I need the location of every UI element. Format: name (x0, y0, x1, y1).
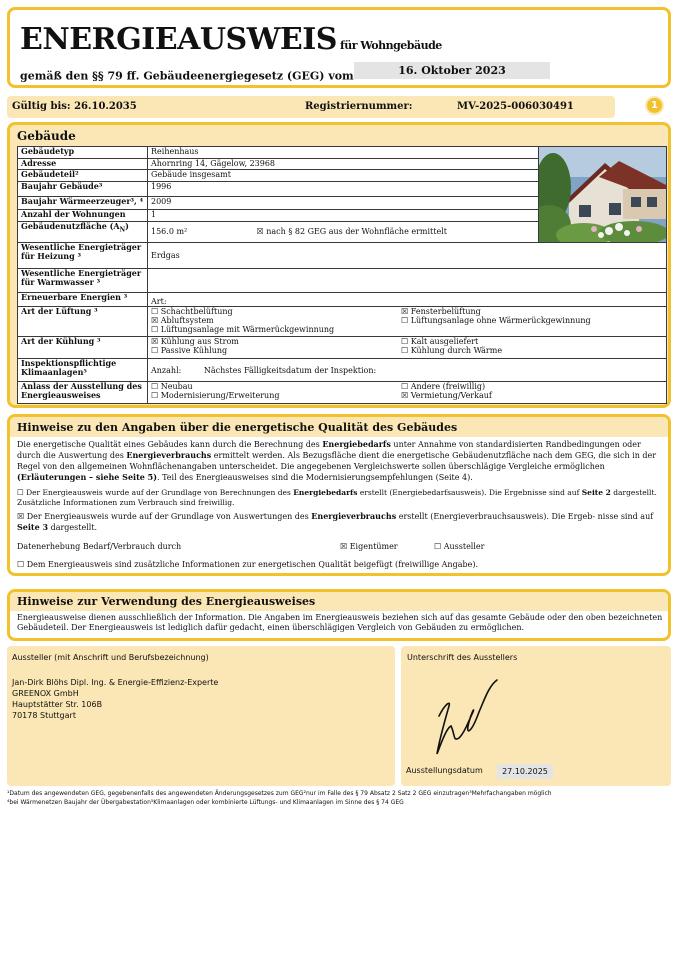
label-gebaeudeteil: Gebäudeteil² (18, 170, 148, 182)
document-title: ENERGIEAUSWEIS für Wohngebäude (20, 22, 442, 57)
survey-owner-checkbox: ☒ Eigentümer (340, 542, 398, 551)
gesetz-date: 16. Oktober 2023 (354, 62, 550, 79)
label-gebaeudetyp: Gebäudetyp (18, 147, 148, 159)
value-energietraeger-heizung: Erdgas (148, 243, 667, 269)
label-nutzflaeche: Gebäudenutzfläche $(A_N)$ (18, 221, 148, 242)
checkbox-modernisierung: ☐ Modernisierung/Erweiterung (151, 391, 280, 400)
building-photo (539, 147, 666, 242)
checkbox-kuehlung-waerme: ☐ Kühlung durch Wärme (401, 346, 503, 355)
footnote-line-2: ⁴bei Wärmenetzen Baujahr der Übergabestation⁵Klimaanlagen oder kombinierte Lüftungs- und Klimaanlagen im Sinne des § 74 GEG (7, 799, 404, 806)
nutzflaeche-note: ☒ nach § 82 GEG aus der Wohnfläche ermittelt (254, 221, 539, 242)
title-suffix: für Wohngebäude (339, 39, 442, 52)
usage-section (7, 589, 671, 641)
checkbox-fensterbelueftung: ☒ Fensterbelüftung (401, 307, 481, 316)
anlass-options (148, 382, 667, 404)
checkbox-kuehlung-strom: ☒ Kühlung aus Strom (151, 337, 239, 346)
checkbox-bedarfsausweis: ☐ Der Energieausweis wurde auf der Grundlage von Berechnungen des Energiebedarfs erstellt (Energiebedarfsausweis). Die Ergebnisse sind auf Seite 2 dargestellt. Zusätzliche Informationen zum Verbrauch sind freiwillig. (17, 488, 657, 508)
klimaanlagen-anzahl: Anzahl: (151, 365, 182, 375)
page-number-badge: 1 (645, 96, 664, 115)
building-table (17, 146, 667, 404)
label-anlass: Anlass der Ausstellung des Energieausweises (18, 382, 148, 404)
signature-label: Unterschrift des Ausstellers (407, 653, 518, 662)
label-energietraeger-warmwasser: Wesentliche Energieträger für Warmwasser ³ (18, 269, 148, 293)
usage-text: Energieausweise dienen ausschließlich der Information. Die Angaben im Energieausweis beziehen sich auf das gesamte Gebäude oder den oben bezeichneten Gebäudeteil. Der Energieausweis ist lediglich dafür gedacht, einen überschlägigen Vergleich von Gebäuden zu ermöglichen. (17, 613, 663, 633)
issuer-label: Aussteller (mit Anschrift und Berufsbezeichnung) (12, 653, 209, 662)
label-klimaanlagen: Inspektionspflichtige Klimaanlagen⁵ (18, 359, 148, 382)
checkbox-kalt-ausgeliefert: ☐ Kalt ausgeliefert (401, 337, 479, 346)
checkbox-lueftung-mit-wrg: ☐ Lüftungsanlage mit Wärmerückgewinnung (151, 325, 335, 334)
extra-info-checkbox: ☐ Dem Energieausweis sind zusätzliche Informationen zur energetischen Qualität beigefügt (freiwillige Angabe). (17, 560, 478, 569)
value-gebaeudeteil: Gebäude insgesamt (148, 170, 539, 182)
label-erneuerbare-energien: Erneuerbare Energien ³ (18, 293, 148, 307)
value-erneuerbare-energien: Art: (148, 293, 667, 307)
survey-label: Datenerhebung Bedarf/Verbrauch durch (17, 542, 182, 551)
issuer-line-3: Hauptstätter Str. 106B (12, 700, 103, 709)
legal-basis: gemäß den §§ 79 ff. Gebäudeenergiegesetz (GEG) vom (20, 69, 354, 83)
label-baujahr-gebaeude: Baujahr Gebäude³ (18, 181, 148, 196)
checkbox-passive-kuehlung: ☐ Passive Kühlung (151, 346, 228, 355)
quality-title: Hinweise zu den Angaben über die energetische Qualität des Gebäudes (17, 421, 458, 434)
building-photo-cell (539, 147, 667, 243)
value-nutzflaeche: 156.0 m² (148, 221, 254, 242)
usage-title-bar (10, 592, 668, 611)
handwritten-signature (425, 676, 505, 756)
checkbox-vermietung-verkauf: ☒ Vermietung/Verkauf (401, 391, 492, 400)
value-anzahl-wohnungen: 1 (148, 210, 539, 222)
label-anzahl-wohnungen: Anzahl der Wohnungen (18, 210, 148, 222)
registration-label: Registriernummer: (305, 101, 413, 112)
label-kuehlung: Art der Kühlung ³ (18, 337, 148, 359)
klimaanlagen-values (148, 359, 667, 382)
label-energietraeger-heizung: Wesentliche Energieträger für Heizung ³ (18, 243, 148, 269)
checkbox-andere: ☐ Andere (freiwillig) (401, 382, 486, 391)
lueftung-options (148, 307, 667, 337)
quality-section (7, 414, 671, 576)
validity-bar (7, 96, 615, 118)
kuehlung-options (148, 337, 667, 359)
header-box (7, 7, 671, 88)
value-gebaeudetyp: Reihenhaus (148, 147, 539, 159)
value-adresse: Ahornring 14, Gägelow, 23968 (148, 158, 539, 170)
valid-until: Gültig bis: 26.10.2035 (12, 101, 137, 112)
signature-box (401, 646, 671, 786)
checkbox-neubau: ☐ Neubau (151, 382, 193, 391)
checkbox-lueftung-ohne-wrg: ☐ Lüftungsanlage ohne Wärmerückgewinnung (401, 316, 591, 325)
issuer-line-1: Jan-Dirk Blöhs Dipl. Ing. & Energie-Effizienz-Experte (12, 678, 219, 687)
issuer-line-2: GREENOX GmbH (12, 689, 79, 698)
checkbox-verbrauchsausweis: ☒ Der Energieausweis wurde auf der Grundlage von Auswertungen des Energieverbrauchs erstellt (Energieverbrauchsausweis). Die Ergeb- nisse sind auf Seite 3 dargestellt. (17, 511, 654, 533)
quality-title-bar (10, 417, 668, 437)
label-adresse: Adresse (18, 158, 148, 170)
label-lueftung: Art der Lüftung ³ (18, 307, 148, 337)
klimaanlagen-inspektion: Nächstes Fälligkeitsdatum der Inspektion: (203, 365, 377, 375)
checkbox-abluftsystem: ☒ Abluftsystem (151, 316, 214, 325)
value-energietraeger-warmwasser (148, 269, 667, 293)
issue-date-label: Ausstellungsdatum (406, 766, 483, 775)
usage-title: Hinweise zur Verwendung des Energieausweises (17, 595, 316, 608)
issuer-box (7, 646, 395, 786)
checkbox-schachtbelueftung: ☐ Schachtbelüftung (151, 307, 233, 316)
value-baujahr-gebaeude: 1996 (148, 181, 539, 196)
registration-number: MV-2025-006030491 (457, 101, 574, 112)
survey-issuer-checkbox: ☐ Aussteller (434, 542, 485, 551)
footnote-line-1: ¹Datum des angewendeten GEG, gegebenenfalls des angewendeten Änderungsgesetzes zum GEG²nur im Falle des § 79 Absatz 2 Satz 2 GEG einzutragen³Mehrfachangaben möglich (7, 790, 552, 797)
label-baujahr-waermeerzeuger: Baujahr Wärmeerzeuger³, ⁴ (18, 196, 148, 210)
building-section-title: Gebäude (17, 129, 76, 143)
issue-date-value: 27.10.2025 (497, 764, 553, 779)
issuer-line-4: 70178 Stuttgart (12, 711, 76, 720)
value-baujahr-waermeerzeuger: 2009 (148, 196, 539, 210)
quality-intro: Die energetische Qualität eines Gebäudes kann durch die Berechnung des Energiebedarfs unter Annahme von standardisierten Randbedingungen oder durch die Auswertung des Energieverbrauchs ermittelt werden. Als Bezugsfläche dient die energetische Gebäudenutzfläche nach dem GEG, die sich in der Regel von den allgemeinen Wohnflächenangaben unterscheidet. Die angegebenen Vergleichswerte sollen überschlägige Vergleiche ermöglichen (Erläuterungen – siehe Seite 5). Teil des Energieausweises sind die Modernisierungsempfehlungen (Seite 4). (17, 439, 657, 483)
